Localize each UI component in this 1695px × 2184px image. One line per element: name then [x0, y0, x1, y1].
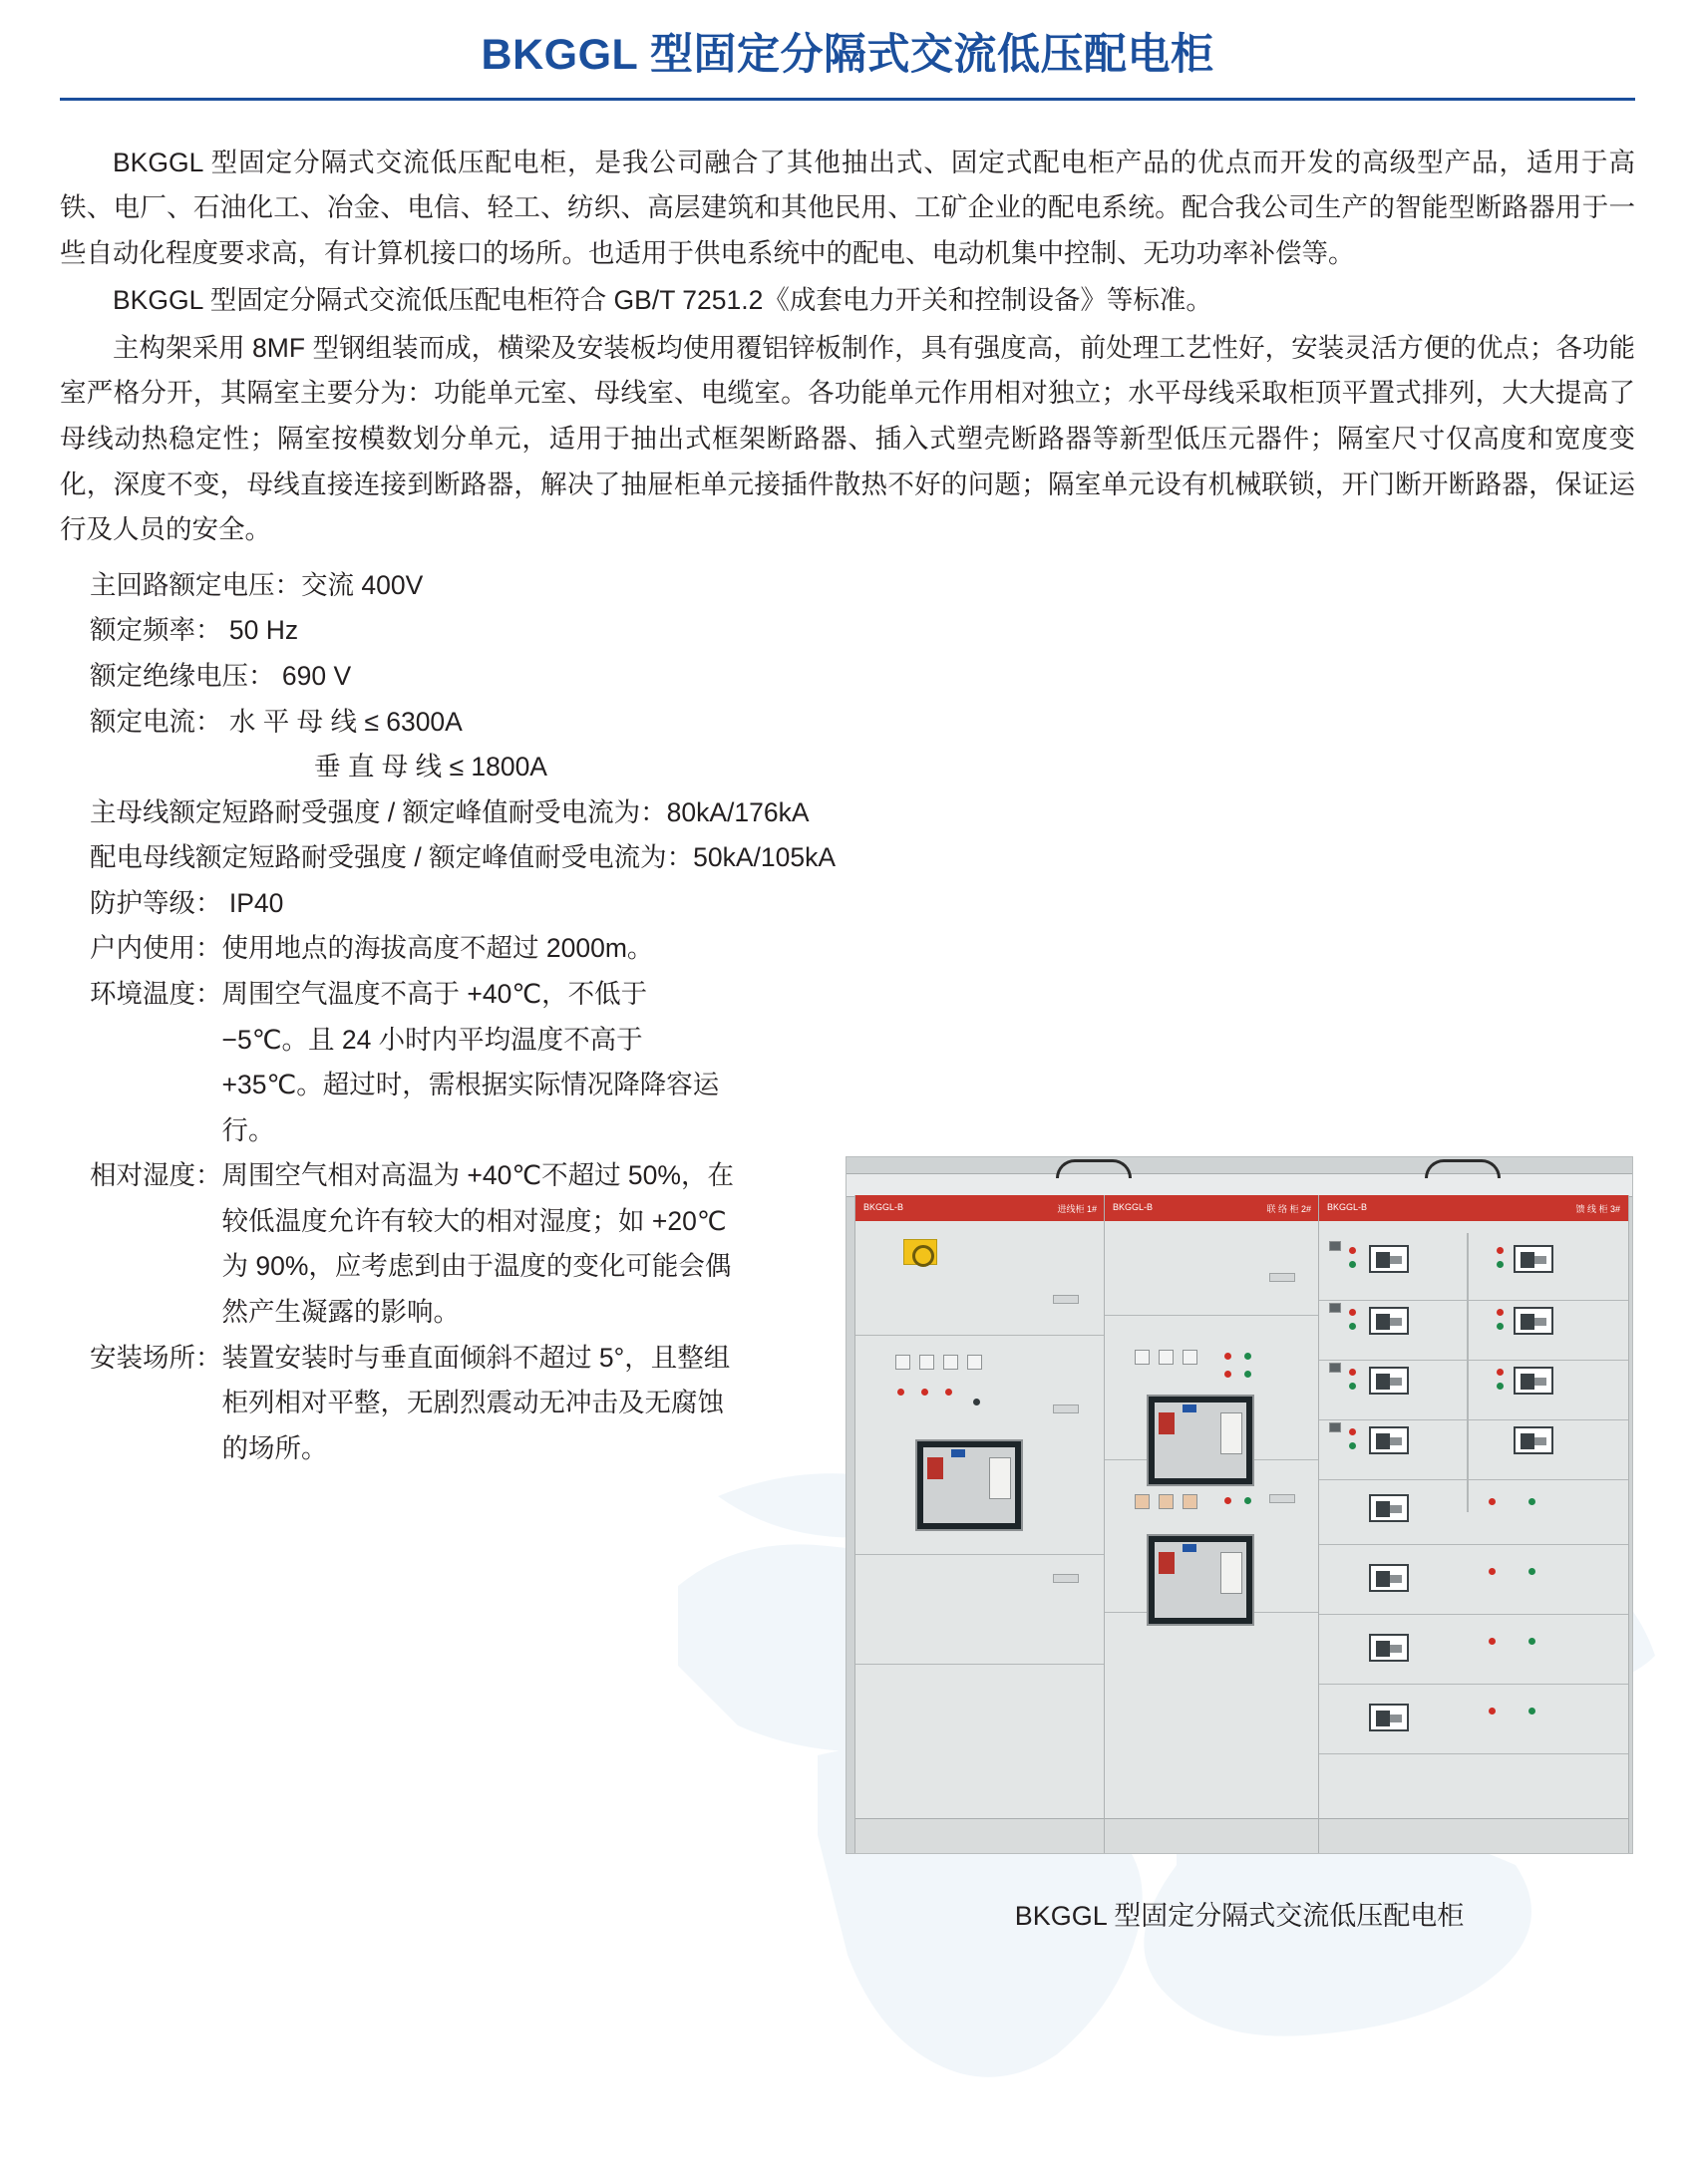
indicator-window: [1183, 1350, 1197, 1365]
cabinet-plinth: [1105, 1818, 1319, 1853]
moulded-case-breaker[interactable]: [1514, 1367, 1553, 1395]
bay-label-right: 馈 线 柜 3#: [1575, 1204, 1620, 1214]
selector-knob-icon[interactable]: [973, 1399, 980, 1405]
spec-ambient-temperature: [60, 972, 1635, 1153]
spec-distribution-busbar-short-circuit: 配电母线额定短路耐受强度 / 额定峰值耐受电流为：50kA/105kA: [90, 842, 836, 873]
moulded-case-breaker[interactable]: [1369, 1307, 1409, 1335]
indicator-window: [967, 1355, 982, 1370]
indicator-lamp-green: [1244, 1353, 1251, 1360]
moulded-case-breaker[interactable]: [1514, 1426, 1553, 1454]
breaker-lever[interactable]: [989, 1457, 1011, 1499]
indicator-lamp-red: [1497, 1369, 1504, 1376]
cabinet-plinth: [1319, 1818, 1628, 1853]
moulded-case-breaker[interactable]: [1514, 1307, 1553, 1335]
indicator-lamp-green: [1497, 1261, 1504, 1268]
panel-divider: [1105, 1315, 1319, 1316]
cabinet-plinth: [855, 1818, 1105, 1853]
breaker-lever[interactable]: [1220, 1552, 1242, 1594]
indicator-window: [919, 1355, 934, 1370]
panel-divider: [1319, 1479, 1628, 1480]
terminal-block: [1329, 1363, 1341, 1373]
bay-label-left: BKGGL-B: [863, 1202, 904, 1212]
indicator-lamp-green: [1497, 1323, 1504, 1330]
breaker-indicator-blue: [951, 1449, 965, 1457]
indicator-lamp-green: [1497, 1383, 1504, 1390]
indicator-lamp-red: [1489, 1498, 1496, 1505]
bay-label-left: BKGGL-B: [1113, 1202, 1154, 1212]
spec-installation-site-label: 安装场所：: [90, 1342, 222, 1373]
panel-divider: [855, 1335, 1105, 1336]
spec-rated-current-vertical: 垂 直 母 线 ≤ 1800A: [314, 752, 547, 782]
indicator-lamp-red: [921, 1389, 928, 1396]
indicator-lamp-red: [1497, 1309, 1504, 1316]
indicator-lamp-red: [1349, 1428, 1356, 1435]
bay-header-incoming: [855, 1195, 1105, 1221]
indicator-window: [943, 1355, 958, 1370]
panel-divider: [855, 1554, 1105, 1555]
door-handle[interactable]: [1053, 1295, 1079, 1304]
moulded-case-breaker[interactable]: [1369, 1564, 1409, 1592]
circuit-breaker-unit: [1147, 1395, 1254, 1486]
panel-divider: [1319, 1753, 1628, 1754]
moulded-case-breaker[interactable]: [1369, 1634, 1409, 1662]
indicator-window: [1159, 1350, 1174, 1365]
moulded-case-breaker[interactable]: [1369, 1426, 1409, 1454]
paragraph-3: 主构架采用 8MF 型钢组装而成，横梁及安装板均使用覆铝锌板制作，具有强度高，前处理工艺性好，安装灵活方便的优点；各功能室严格分开，其隔室主要分为：功能单元室、母线室、电缆室。各功能单元作用相对独立；水平母线采取柜顶平置式排列，大大提高了母线动热稳定性；隔室按模数划分单元，适用于抽出式框架断路器、插入式塑壳断路器等新型低压元器件；隔室尺寸仅高度和宽度变化，深度不变，母线直接连接到断路器，解决了抽屉柜单元接插件散热不好的问题；隔室单元设有机械联锁，开门断开断路器，保证运行及人员的安全。: [60, 332, 1635, 545]
indicator-lamp-red: [1489, 1708, 1496, 1715]
panel-divider: [1319, 1419, 1628, 1420]
indicator-lamp-green: [1244, 1497, 1251, 1504]
indicator-lamp-green: [1528, 1638, 1535, 1645]
breaker-lever[interactable]: [1220, 1412, 1242, 1454]
circuit-breaker-unit: [1147, 1534, 1254, 1626]
bay-label-right: 进线柜 1#: [1057, 1204, 1097, 1214]
panel-divider: [1319, 1360, 1628, 1361]
figure: [846, 1156, 1633, 1933]
panel-divider-vertical: [1467, 1233, 1469, 1512]
indicator-lamp-red: [1489, 1638, 1496, 1645]
indicator-window: [1159, 1494, 1174, 1509]
indicator-lamp-green: [1528, 1568, 1535, 1575]
circuit-breaker-unit: [915, 1439, 1023, 1531]
spec-ambient-temperature-label: 环境温度：: [90, 979, 222, 1009]
cabinet-bay-tie: [1104, 1195, 1320, 1853]
panel-divider: [1319, 1300, 1628, 1301]
spec-relative-humidity-value: 周围空气相对高温为 +40℃不超过 50%，在较低温度允许有较大的相对湿度；如 +20℃为 90%，应考虑到由于温度的变化可能会偶然产生凝露的影响。: [221, 1160, 734, 1328]
indicator-lamp-green: [1244, 1371, 1251, 1378]
door-handle[interactable]: [1053, 1404, 1079, 1413]
indicator-lamp-red: [1349, 1247, 1356, 1254]
moulded-case-breaker[interactable]: [1369, 1494, 1409, 1522]
breaker-handle-red[interactable]: [1159, 1412, 1175, 1434]
spec-relative-humidity-label: 相对湿度：: [90, 1160, 222, 1191]
intro-text: [60, 141, 1635, 553]
bay-label-right: 联 络 柜 2#: [1266, 1204, 1311, 1214]
page-title: BKGGL 型固定分隔式交流低压配电柜: [481, 31, 1214, 79]
terminal-block: [1329, 1241, 1341, 1251]
panel-divider: [1319, 1614, 1628, 1615]
indicator-window: [1135, 1350, 1150, 1365]
paragraph-1: BKGGL 型固定分隔式交流低压配电柜，是我公司融合了其他抽出式、固定式配电柜产品的优点而开发的高级型产品，适用于高铁、电厂、石油化工、冶金、电信、轻工、纺织、高层建筑和其他民用、工矿企业的配电系统。配合我公司生产的智能型断路器用于一些自动化程度要求高，有计算机接口的场所。也适用于供电系统中的配电、电动机集中控制、无功功率补偿等。: [60, 147, 1635, 268]
moulded-case-breaker[interactable]: [1369, 1245, 1409, 1273]
indicator-lamp-red: [1349, 1369, 1356, 1376]
panel-divider: [855, 1664, 1105, 1665]
breaker-handle-red[interactable]: [1159, 1552, 1175, 1574]
indicator-lamp-red: [1224, 1371, 1231, 1378]
indicator-lamp-red: [1224, 1497, 1231, 1504]
moulded-case-breaker[interactable]: [1369, 1704, 1409, 1731]
indicator-lamp-green: [1528, 1708, 1535, 1715]
spec-indoor-use: 户内使用：使用地点的海拔高度不超过 2000m。: [90, 933, 654, 964]
indicator-lamp-green: [1349, 1442, 1356, 1449]
indicator-window: [1135, 1494, 1150, 1509]
indicator-lamp-green: [1349, 1383, 1356, 1390]
low-voltage-switchgear-cabinet-photo: [846, 1156, 1633, 1854]
spec-insulation-voltage: 额定绝缘电压： 690 V: [90, 660, 352, 691]
panel-divider: [1319, 1544, 1628, 1545]
title-divider: [60, 98, 1635, 101]
door-handle[interactable]: [1269, 1273, 1295, 1282]
title-section: [60, 0, 1635, 101]
breaker-indicator-blue: [1183, 1544, 1196, 1552]
terminal-block: [1329, 1422, 1341, 1432]
emergency-switch-icon[interactable]: [903, 1239, 937, 1265]
spec-ambient-temperature-value: 周围空气温度不高于 +40℃，不低于 −5℃。且 24 小时内平均温度不高于 +35℃。超过时，需根据实际情况降降容运行。: [221, 979, 720, 1145]
door-handle[interactable]: [1269, 1494, 1295, 1503]
moulded-case-breaker[interactable]: [1514, 1245, 1553, 1273]
indicator-lamp-green: [1349, 1323, 1356, 1330]
indicator-lamp-red: [945, 1389, 952, 1396]
spec-rated-frequency: 额定频率： 50 Hz: [90, 615, 299, 646]
breaker-indicator-blue: [1183, 1404, 1196, 1412]
indicator-window: [1183, 1494, 1197, 1509]
indicator-lamp-red: [1349, 1309, 1356, 1316]
figure-caption: BKGGL 型固定分隔式交流低压配电柜: [1014, 1901, 1465, 1931]
paragraph-2: BKGGL 型固定分隔式交流低压配电柜符合 GB/T 7251.2《成套电力开关和控制设备》等标准。: [113, 285, 1212, 316]
door-handle[interactable]: [1053, 1574, 1079, 1583]
indicator-lamp-red: [897, 1389, 904, 1396]
bay-header-feeder: [1319, 1195, 1628, 1221]
spec-rated-current-horizontal: 额定电流： 水 平 母 线 ≤ 6300A: [90, 706, 463, 737]
bay-header-tie: [1105, 1195, 1319, 1221]
indicator-window: [895, 1355, 910, 1370]
panel-divider: [1319, 1684, 1628, 1685]
indicator-lamp-red: [1224, 1353, 1231, 1360]
indicator-lamp-green: [1528, 1498, 1535, 1505]
cabinet-bay-incoming: [854, 1195, 1106, 1853]
indicator-lamp-red: [1489, 1568, 1496, 1575]
moulded-case-breaker[interactable]: [1369, 1367, 1409, 1395]
spec-protection-class: 防护等级： IP40: [90, 887, 284, 918]
indicator-lamp-green: [1349, 1261, 1356, 1268]
cabinet-bay-feeder: [1318, 1195, 1629, 1853]
lifting-hook-icon: [1056, 1159, 1132, 1178]
breaker-handle-red[interactable]: [927, 1457, 943, 1479]
cabinet-top-rail: [847, 1173, 1632, 1197]
spec-main-busbar-short-circuit: 主母线额定短路耐受强度 / 额定峰值耐受电流为：80kA/176kA: [90, 796, 810, 827]
lifting-hook-icon: [1425, 1159, 1501, 1178]
spec-rated-voltage: 主回路额定电压：交流 400V: [90, 569, 424, 600]
bay-label-left: BKGGL-B: [1327, 1202, 1368, 1212]
indicator-lamp-red: [1497, 1247, 1504, 1254]
terminal-block: [1329, 1303, 1341, 1313]
spec-installation-site-value: 装置安装时与垂直面倾斜不超过 5°，且整组柜列相对平整，无剧烈震动无冲击及无腐蚀的场所。: [221, 1342, 731, 1463]
